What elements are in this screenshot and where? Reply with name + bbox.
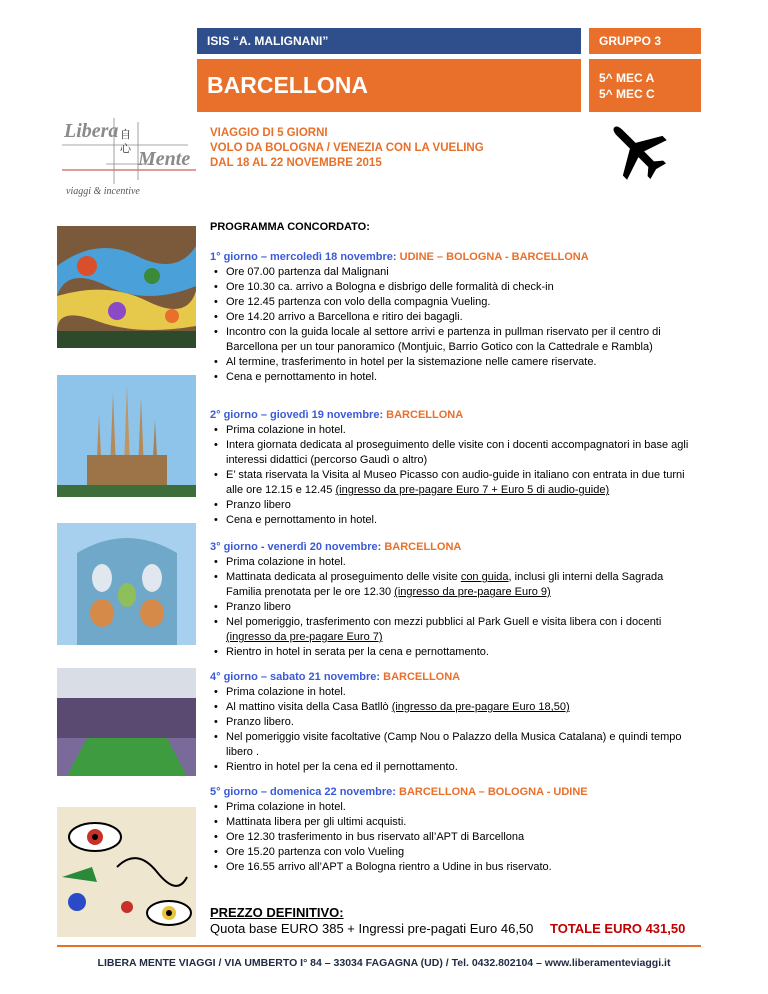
list-item: • Ore 15.20 partenza con volo Vueling	[210, 845, 700, 860]
class-label: 5^ MEC A	[599, 70, 655, 85]
list-item: • Nel pomeriggio visite facoltative (Camp Nou o Palazzo della Musica Catalana) e quindi tempo libero .	[210, 730, 700, 760]
day-heading	[210, 408, 700, 423]
list-item: • Ore 16.55 arrivo all’APT a Bologna rientro a Udine in bus riservato.	[210, 860, 700, 875]
list-item	[210, 570, 700, 600]
ticket-note: (ingresso da pre-pagare Euro 7)	[226, 631, 383, 643]
day-heading	[210, 540, 700, 555]
ticket-note: (ingresso da pre-pagare Euro 18,50)	[391, 701, 570, 713]
casa-batllo-photo	[57, 523, 196, 645]
footer-divider	[57, 945, 701, 947]
list-item	[210, 468, 700, 498]
day-date: 3° giorno - venerdì 20 novembre:	[210, 541, 385, 553]
list-item: • Pranzo libero.	[210, 715, 700, 730]
day-date: 5° giorno – domenica 22 novembre:	[210, 786, 400, 798]
sagrada-familia-photo	[57, 375, 196, 497]
guide-note: con guida	[460, 571, 509, 583]
class-label: 5^ MEC C	[599, 86, 655, 101]
trip-dates: DAL 18 AL 22 NOVEMBRE 2015	[210, 157, 382, 169]
list-item: • Ore 07.00 partenza dal Malignani	[210, 265, 700, 280]
day-date: 2° giorno – giovedì 19 novembre:	[210, 409, 387, 421]
item-text: Nel pomeriggio, trasferimento con mezzi pubblici al Park Guell e visita libera con i docenti	[226, 616, 662, 628]
day-destination: UDINE – BOLOGNA - BARCELLONA	[399, 251, 589, 263]
item-text: E’ stata riservata la Visita al Museo Picasso con audio-guide in italiano con entrata in due turni alle ore 12.15 e 12.45	[226, 469, 685, 496]
price-breakdown: Quota base EURO 385 + Ingressi pre-pagati Euro 46,50	[210, 921, 534, 936]
item-text: Al mattino visita della Casa Batllò	[226, 701, 392, 713]
list-item: • Al termine, trasferimento in hotel per la sistemazione nelle camere riservate.	[210, 355, 700, 370]
logo-word-mente: Mente	[138, 148, 191, 170]
day-destination: BARCELLONA	[383, 671, 461, 683]
item-text: Mattinata dedicata al proseguimento delle visite	[226, 571, 461, 583]
list-item: • Cena e pernottamento in hotel.	[210, 370, 700, 385]
day-5-section	[210, 785, 700, 875]
list-item: • Rientro in hotel in serata per la cena e pernottamento.	[210, 645, 700, 660]
trip-summary	[210, 126, 484, 171]
libera-mente-logo	[60, 118, 198, 186]
program-title: PROGRAMMA CONCORDATO:	[210, 221, 370, 233]
list-item: • Mattinata libera per gli ultimi acquisti.	[210, 815, 700, 830]
price-total: TOTALE EURO 431,50	[550, 921, 686, 936]
day-date: 1° giorno – mercoledì 18 novembre:	[210, 251, 400, 263]
list-item: • Intera giornata dedicata al proseguimento delle visite con i docenti accompagnatori in base agli interessi didattici (percorso Gaudì o altro)	[210, 438, 700, 468]
list-item	[210, 700, 700, 715]
list-item: • Pranzo libero	[210, 600, 700, 615]
ticket-note: (ingresso da pre-pagare Euro 7 + Euro 5 di audio-guide)	[335, 484, 610, 496]
airplane-icon	[602, 117, 672, 183]
day-destination: BARCELLONA	[384, 541, 462, 553]
price-title: PREZZO DEFINITIVO:	[210, 905, 344, 920]
logo-glyph: 心	[120, 143, 131, 155]
list-item: • Prima colazione in hotel.	[210, 423, 700, 438]
item-text: , inclusi gli interni della Sagrada Familia prenotata per le ore 12.30	[226, 571, 664, 598]
day-2-section	[210, 408, 700, 528]
list-item: • Prima colazione in hotel.	[210, 555, 700, 570]
logo-word-libera: Libera	[64, 120, 119, 142]
list-item: • Cena e pernottamento in hotel.	[210, 513, 700, 528]
logo-subtitle: viaggi & incentive	[66, 186, 140, 197]
list-item: • Ore 12.30 trasferimento in bus riservato all’APT di Barcellona	[210, 830, 700, 845]
list-item: • Ore 14.20 arrivo a Barcellona e ritiro dei bagagli.	[210, 310, 700, 325]
day-destination: BARCELLONA – BOLOGNA - UDINE	[399, 786, 588, 798]
destination-title: BARCELLONA	[197, 59, 581, 112]
list-item: • Ore 12.45 partenza con volo della compagnia Vueling.	[210, 295, 700, 310]
day-3-section	[210, 540, 700, 660]
camp-nou-stadium-photo	[57, 668, 196, 776]
list-item: • Prima colazione in hotel.	[210, 685, 700, 700]
trip-flight: VOLO DA BOLOGNA / VENEZIA CON LA VUELING	[210, 142, 484, 154]
ticket-note: (ingresso da pre-pagare Euro 9)	[394, 586, 551, 598]
list-item: • Pranzo libero	[210, 498, 700, 513]
list-item: • Incontro con la guida locale al settore arrivi e partenza in pullman riservato per il centro di Barcellona per un tour panoramico (Montjuic, Barrio Gotico con la Cattedrale e Rambla)	[210, 325, 700, 355]
logo-glyph: 自	[120, 129, 131, 141]
miro-artwork-photo	[57, 807, 196, 937]
group-label: GRUPPO 3	[589, 28, 701, 54]
list-item: • Rientro in hotel per la cena ed il pernottamento.	[210, 760, 700, 775]
list-item	[210, 615, 700, 645]
day-destination: BARCELLONA	[386, 409, 464, 421]
trip-duration: VIAGGIO DI 5 GIORNI	[210, 127, 328, 139]
day-date: 4° giorno – sabato 21 novembre:	[210, 671, 384, 683]
day-heading	[210, 670, 700, 685]
park-guell-mosaic-photo	[57, 226, 196, 348]
classes-box	[589, 59, 701, 112]
day-1-section	[210, 250, 700, 385]
footer-contact: LIBERA MENTE VIAGGI / VIA UMBERTO I° 84 – 33034 FAGAGNA (UD) / Tel. 0432.802104 – www.liberamenteviaggi.it	[97, 957, 671, 969]
list-item: • Ore 10.30 ca. arrivo a Bologna e disbrigo delle formalità di check-in	[210, 280, 700, 295]
school-name: ISIS “A. MALIGNANI”	[197, 28, 581, 54]
list-item: • Prima colazione in hotel.	[210, 800, 700, 815]
day-heading	[210, 785, 700, 800]
day-heading	[210, 250, 700, 265]
day-4-section	[210, 670, 700, 775]
